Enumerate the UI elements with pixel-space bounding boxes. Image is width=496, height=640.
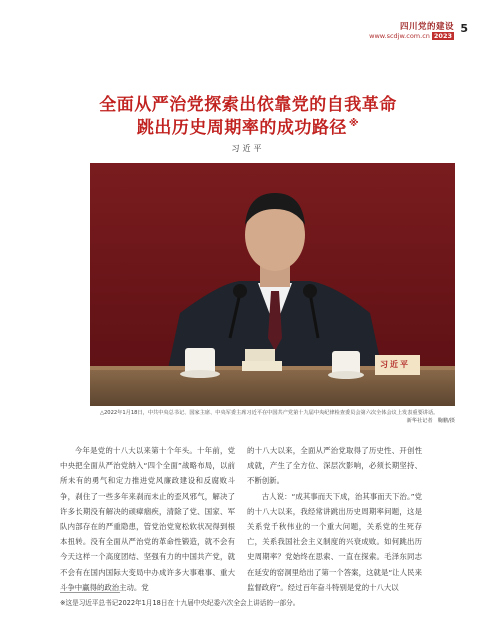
article-title-line1: 全面从严治党探索出依靠党的自我革命: [99, 95, 397, 115]
article-column-right: [247, 443, 422, 595]
footnote-divider: [60, 592, 120, 593]
publication-name: 四川党的建设: [399, 22, 454, 32]
article-photo: [90, 163, 455, 406]
title-footnote-mark: ※: [348, 118, 360, 130]
paragraph-continued: 的十八大以来，全面从严治党取得了历史性、开创性成就，产生了全方位、深层次影响，必须长期坚持、不断创新。: [247, 446, 422, 486]
caption-text: △2022年1月18日，中共中央总书记、国家主席、中央军委主席习近平在中国共产党第十九届中央纪律检查委员会第六次全体会议上发表重要讲话。: [100, 410, 439, 416]
year-badge: 2023: [433, 32, 452, 40]
publication-url: [369, 32, 454, 40]
footnote: ※这是习近平总书记2022年1月18日在十九届中央纪委六次全会上讲话的一部分。: [60, 599, 300, 607]
url-text: www.scdjw.com.cn: [369, 32, 430, 40]
name-card-text: 习近平: [380, 360, 410, 369]
page-header: [348, 20, 468, 50]
paragraph: 古人说：“成其事而天下成，治其事而天下治。”党的十八大以来，我经常讲跳出历史周期率问题，这是关系党千秋伟业的一个重大问题，关系党的生死存亡，关系我国社会主义制度的兴衰成败。如何跳出历史周期率？党始终在思索、一直在探索。毛泽东同志在延安的窑洞里给出了第一个答案，这就是“让人民来监督政府”。经过百年奋斗特别是党的十八大以: [247, 491, 422, 592]
photo-credit: 新华社记者 鞠鹏/摄: [406, 418, 455, 424]
article-title-line2: [0, 113, 496, 138]
article-author: 习近平: [231, 144, 265, 153]
paragraph: 今年是党的十八大以来第十个年头。十年前，党中央把全面从严治党纳入“四个全面”战略布局，以前所未有的勇气和定力推进党风廉政建设和反腐败斗争，刹住了一些多年来刹而未止的歪风邪气，解决了许多长期没有解决的顽瘴痼疾，清除了党、国家、军队内部存在的严重隐患，管党治党宽松软状况得到根本扭转。没有全面从严治党的革命性锻造，就不会有今天这样一个高度团结、坚强有力的中国共产党，就不会有在国内国际大变局中办成许多大事难事、重大斗争中赢得的政治主动。党: [60, 446, 235, 592]
page-number: 5: [460, 22, 468, 35]
article-column-left: [60, 443, 235, 595]
photo-caption: [100, 409, 455, 424]
title-line2-text: 跳出历史周期率的成功路径: [136, 118, 347, 138]
